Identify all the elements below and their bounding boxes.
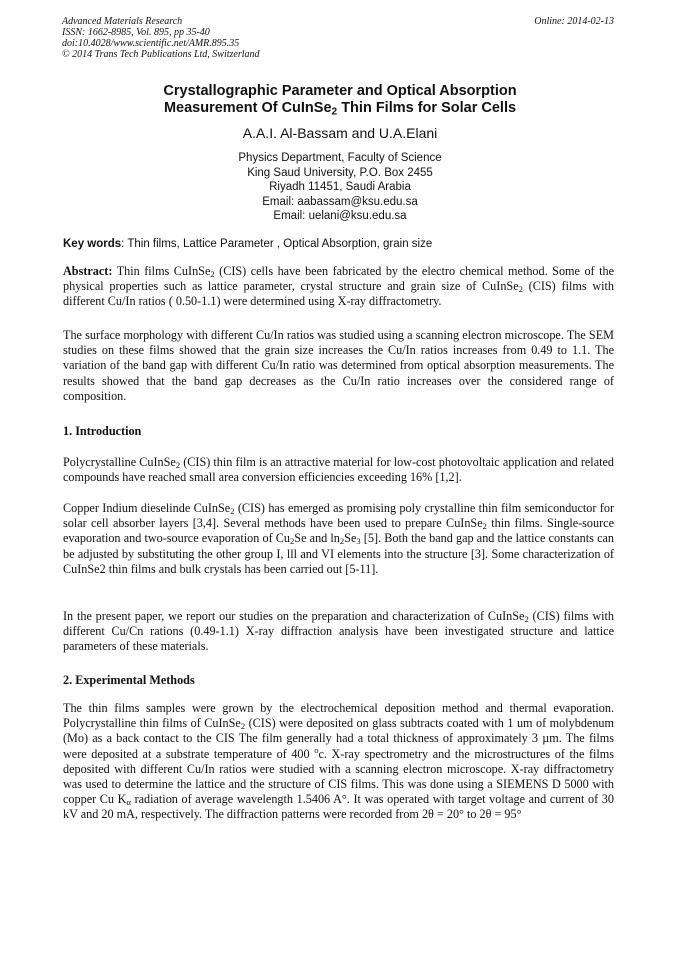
text-run: (CIS) has emerged as promising poly crystalline thin film semiconductor for solar cell absorber layers [3,4]. Several methods have been used to prepare CuInSe: [63, 501, 614, 531]
section-heading-introduction: 1. Introduction: [63, 424, 142, 438]
intro-paragraph-2: [63, 501, 614, 577]
text-run: Polycrystalline CuInSe: [63, 455, 176, 469]
text-run: (CIS) cells have been fabricated by the electro chemical method. Some of the physical properties such as lattice parameter, crystal structure and grain size of CuInSe: [63, 264, 614, 294]
journal-name: Advanced Materials Research: [62, 16, 183, 27]
affiliation-line: King Saud University, P.O. Box 2455: [247, 166, 433, 179]
email-1: Email: aabassam@ksu.edu.sa: [262, 195, 418, 208]
abstract-paragraph-2: The surface morphology with different Cu/In ratios was studied using a scanning electron microscope. The SEM studies on these films showed that the grain size increases the Cu/In ratios increases from 0.49 to 1.1. The variation of the band gap with different Cu/In ratio was determined from optical absorption measurements. The results showed that the band gap decreases as the Cu/In ratio increases over the considered range of composition.: [63, 328, 614, 403]
text-run: Copper Indium dieselinde CuInSe: [63, 501, 231, 515]
email-2: Email: uelani@ksu.edu.sa: [273, 210, 407, 222]
abstract-label: Abstract:: [63, 264, 113, 278]
text-run: c. X-ray spectrometry and the microstructures of the films deposited with different Cu/In ratios were studied with a scanning electron microscope. X-ray diffractometry was used to determine the lattice and the structure of CIS films. This was done using a SIEMENS D 5000 with copper Cu K: [63, 746, 615, 807]
text-run: Se: [344, 531, 357, 546]
doi: doi:10.4028/www.scientific.net/AMR.895.35: [62, 38, 240, 49]
online-date: Online: 2014-02-13: [534, 16, 614, 27]
text-run: Thin films CuInSe: [112, 264, 211, 278]
copyright: © 2014 Trans Tech Publications Ltd, Switzerland: [62, 49, 260, 60]
keywords-text: : Thin films, Lattice Parameter , Optical Absorption, grain size: [121, 238, 433, 250]
subscript: 2: [290, 536, 295, 547]
text-run: (CIS) were deposited on glass subtracts coated with 1 um of molybdenum (Mo) as a back contact to the CIS The film generally had a total thickness of approximately 3 µm. The films were deposited at a substrate temperature of 400: [63, 716, 614, 761]
subscript: 2: [230, 506, 235, 517]
subscript: 2: [210, 269, 215, 280]
affiliation-line: Riyadh 11451, Saudi Arabia: [269, 181, 411, 193]
subscript: 2: [482, 521, 487, 532]
text-run: (CIS) thin film is an attractive material for low-cost photovoltaic application and related compounds have reached small area conversion efficiencies exceeding 16% [1,2].: [63, 455, 614, 485]
text-run: In the present paper, we report our studies on the preparation and characterization of CuInSe: [63, 609, 525, 623]
text-run: thin films. Single-source evaporation and two-source evaporation of Cu: [63, 516, 614, 546]
paper-title: [60, 83, 620, 117]
affiliation-line: Physics Department, Faculty of Science: [238, 152, 442, 164]
title-line-2: [60, 100, 620, 117]
authors: A.A.I. Al-Bassam and U.A.Elani: [242, 125, 438, 141]
text-run: [5]. Both the band gap and the lattice constants can be adjusted by substituting the other group I, lll and VI elements into the structure [3]. Some characterization of CuInSe2 thin films and bulk crystals has been carried out [5-11].: [63, 531, 614, 576]
subscript: 2: [240, 721, 246, 732]
keywords-label: Key words: [63, 238, 122, 250]
subscript: 3: [356, 536, 361, 547]
text-run: The thin films samples were grown by the electrochemical deposition method and thermal evaporation. Polycrystalline thin films of CuInSe: [63, 701, 614, 731]
subscript: 2: [175, 460, 181, 471]
subscript: 2: [518, 284, 523, 295]
subscript: α: [126, 797, 131, 808]
superscript: o: [314, 744, 319, 755]
section-heading-experimental-methods: 2. Experimental Methods: [63, 673, 195, 687]
text-run: (CIS) films with different Cu/Cn rations (0.49-1.1) X-ray diffraction analysis have been investigated structure and lattice parameters of these materials.: [63, 609, 614, 654]
text-run: Se and ln: [294, 531, 340, 546]
journal-header: [62, 16, 260, 60]
text-run: (CIS) films with different Cu/In ratios ( 0.50-1.1) were determined using X-ray diffractometry.: [63, 279, 615, 309]
subscript: 2: [524, 614, 529, 625]
intro-paragraph-1: [63, 455, 614, 485]
abstract-paragraph-1: [63, 264, 614, 310]
methods-paragraph-1: [63, 701, 614, 823]
affiliation: [60, 151, 620, 224]
title-text: Measurement Of CuInSe: [163, 100, 332, 116]
subscript: 2: [331, 106, 338, 118]
title-text: Thin Films for Solar Cells: [337, 100, 517, 116]
subscript: 2: [339, 536, 345, 547]
text-run: radiation of average wavelength 1.5406 A°. It was operated with target voltage and current of 30 kV and 20 mA, respectively. The diffraction patterns were recorded from 2θ = 20° to 2θ = 95°: [63, 792, 614, 822]
keywords: [63, 237, 432, 251]
issn: ISSN: 1662-8985, Vol. 895, pp 35-40: [62, 27, 210, 38]
intro-paragraph-3: [63, 609, 614, 655]
title-line-1: Crystallographic Parameter and Optical Absorption: [163, 83, 517, 99]
